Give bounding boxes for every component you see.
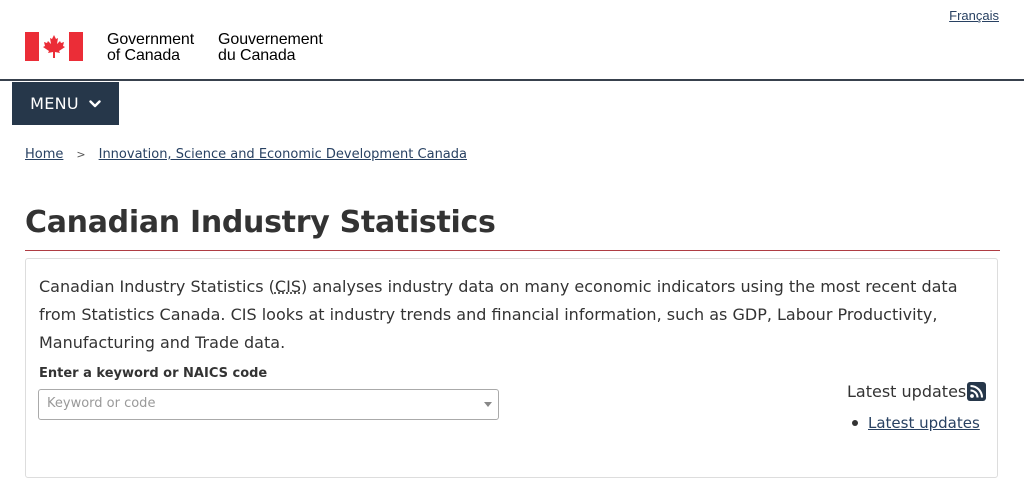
list-item: [852, 414, 980, 432]
wordmark-french: [218, 32, 323, 64]
wordmark-english: [107, 32, 194, 64]
cis-abbreviation: CIS: [274, 277, 301, 296]
intro-text-start: Canadian Industry Statistics (: [39, 277, 275, 296]
keyword-search-select[interactable]: [38, 389, 499, 420]
breadcrumb: [25, 147, 467, 162]
wordmark-english-line1: Government: [107, 31, 195, 48]
header-divider: [0, 79, 1024, 81]
page-title: Canadian Industry Statistics: [25, 205, 496, 240]
menu-button[interactable]: [12, 82, 119, 125]
chevron-down-icon: [89, 100, 101, 108]
search-placeholder: Keyword or code: [47, 396, 156, 411]
wordmark-french-line2: du Canada: [218, 47, 296, 64]
bullet-icon: [852, 420, 858, 426]
title-underline: [25, 250, 1000, 251]
wordmark-french-line1: Gouvernement: [218, 31, 323, 48]
breadcrumb-link-home[interactable]: Home: [25, 147, 64, 162]
latest-updates-link[interactable]: Latest updates: [868, 414, 980, 432]
breadcrumb-link-ised[interactable]: Innovation, Science and Economic Development Canada: [98, 147, 467, 162]
government-of-canada-signature[interactable]: [25, 32, 323, 64]
search-label: Enter a keyword or NAICS code: [39, 366, 268, 381]
wordmark-english-line2: of Canada: [107, 47, 180, 64]
dropdown-caret-icon: [484, 402, 492, 407]
canada-flag-icon: [25, 32, 83, 61]
language-toggle-link[interactable]: Français: [949, 8, 999, 23]
latest-updates-heading: Latest updates: [847, 382, 967, 401]
menu-button-label: MENU: [30, 94, 79, 113]
latest-updates-list: [852, 414, 980, 432]
intro-paragraph: [39, 273, 989, 357]
breadcrumb-separator: >: [76, 148, 86, 161]
rss-icon[interactable]: [967, 382, 986, 401]
intro-text-end: ) analyses industry data on many economic indicators using the most recent data from Statistics Canada. CIS looks at industry trends and financial information, such as GDP, Labour Productivity, Manufacturing and Trade data.: [39, 277, 958, 352]
